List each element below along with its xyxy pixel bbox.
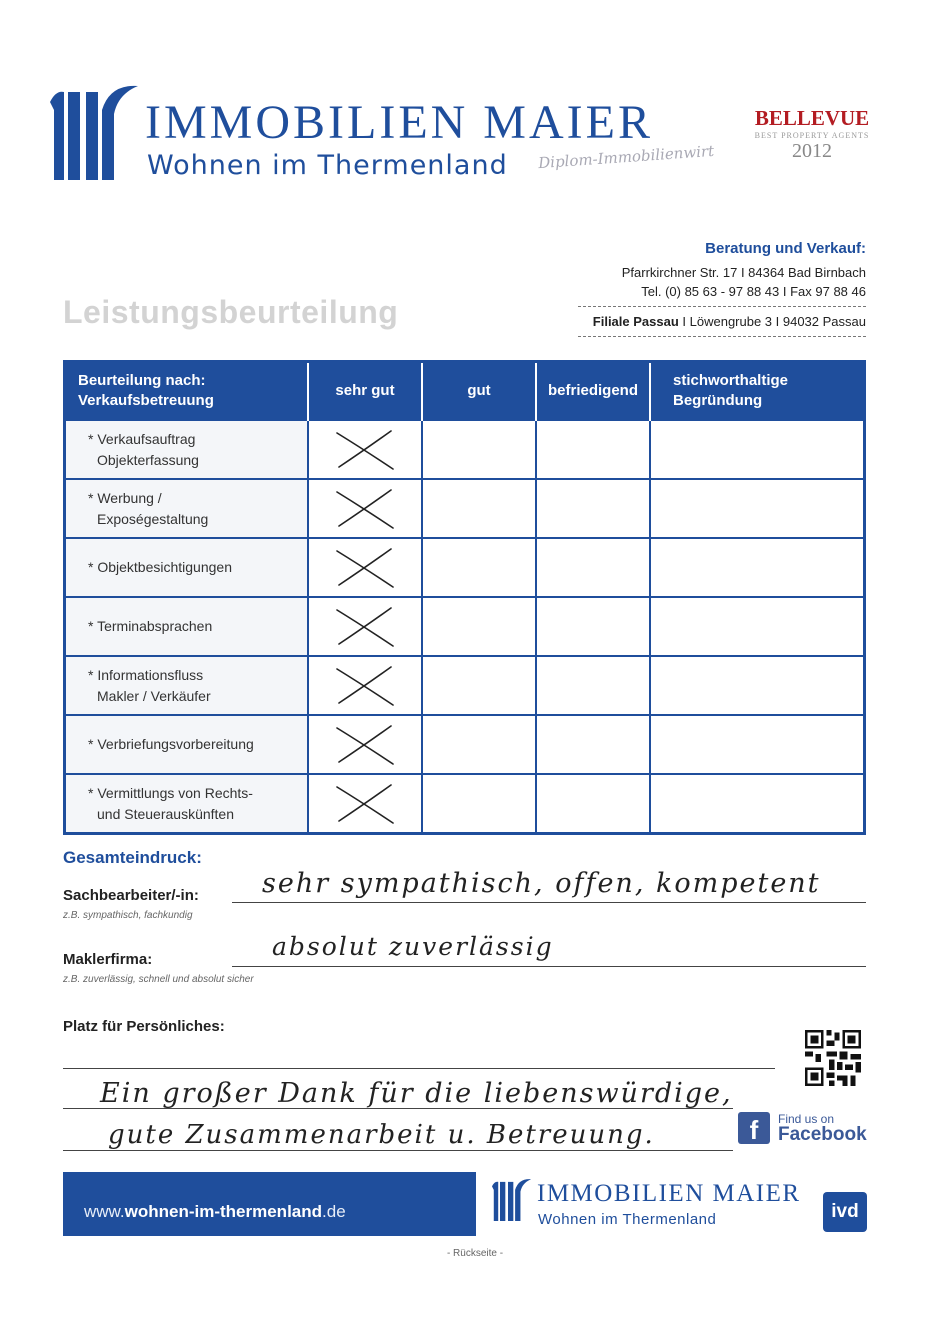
- back-side-note: - Rückseite -: [446, 1248, 504, 1259]
- criterion-label: * Werbung /: [88, 489, 162, 506]
- personal-line-1: [63, 1068, 775, 1069]
- rating-cell-sehr-gut[interactable]: [308, 538, 422, 597]
- checkmark-x-icon: [333, 722, 397, 768]
- rating-cell-sehr-gut[interactable]: [308, 420, 422, 479]
- contact-heading: Beratung und Verkauf:: [705, 240, 866, 257]
- criterion-label: * Objektbesichtigungen: [88, 559, 232, 575]
- header-reason-line2: Begründung: [673, 392, 763, 409]
- table-row: [65, 774, 865, 834]
- rating-cell-gut[interactable]: [422, 597, 536, 656]
- table-row: [65, 479, 865, 538]
- criterion-cell: [65, 420, 309, 479]
- brand-subtitle: Wohnen im Thermenland: [147, 150, 508, 181]
- criterion-label: * Informationsfluss: [88, 666, 204, 683]
- rating-cell-befriedigend[interactable]: [536, 656, 650, 715]
- criterion-label: * Terminabsprachen: [88, 618, 213, 634]
- agent-hint: z.B. sympathisch, fachkundig: [63, 910, 193, 921]
- website-link[interactable]: [84, 1202, 346, 1222]
- table-row: [65, 715, 865, 774]
- award-tagline: BEST PROPERTY AGENTS: [754, 131, 870, 140]
- reason-cell[interactable]: [650, 479, 865, 538]
- criterion-label: * Verbriefungsvorbereitung: [88, 736, 254, 752]
- brand-name: IMMOBILIEN MAIER: [145, 96, 653, 149]
- facebook-find-us: Find us on: [778, 1112, 835, 1126]
- criterion-label-line2: Makler / Verkäufer: [97, 687, 211, 704]
- award-name: BELLEVUE: [754, 106, 870, 130]
- award-year: 2012: [792, 140, 832, 162]
- rating-cell-gut[interactable]: [422, 420, 536, 479]
- reason-cell[interactable]: [650, 774, 865, 834]
- header-reason-line1: stichworthaltige: [673, 372, 789, 389]
- criterion-label-line2: Exposégestaltung: [97, 510, 209, 527]
- criterion-label-line2: Objekterfassung: [97, 451, 199, 468]
- criterion-cell: [65, 538, 309, 597]
- personal-text-line2: gute Zusammenarbeit u. Betreuung.: [108, 1120, 655, 1150]
- rating-cell-befriedigend[interactable]: [536, 715, 650, 774]
- rating-cell-befriedigend[interactable]: [536, 420, 650, 479]
- branch-label: Filiale Passau: [592, 314, 679, 329]
- brand-logo-icon: [50, 80, 140, 190]
- branch-line: [578, 314, 866, 329]
- checkmark-x-icon: [333, 781, 397, 827]
- checkmark-x-icon: [333, 427, 397, 473]
- criterion-label-line2: und Steuerauskünften: [97, 805, 234, 822]
- rating-cell-befriedigend[interactable]: [536, 597, 650, 656]
- table-row: [65, 597, 865, 656]
- personal-text-line1: Ein großer Dank für die liebenswürdige,: [100, 1078, 733, 1109]
- url-suffix: .de: [322, 1202, 346, 1221]
- facebook-icon: f: [738, 1112, 770, 1144]
- url-main: wohnen-im-thermenland: [124, 1202, 323, 1221]
- reason-cell[interactable]: [650, 420, 865, 479]
- footer-logo-icon: [492, 1172, 532, 1230]
- criterion-label: * Verkaufsauftrag: [88, 430, 196, 447]
- rating-cell-sehr-gut[interactable]: [308, 774, 422, 834]
- contact-phone: Tel. (0) 85 63 - 97 88 43 I Fax 97 88 46: [641, 284, 866, 299]
- ivd-badge: ivd: [823, 1192, 867, 1232]
- rating-cell-gut[interactable]: [422, 656, 536, 715]
- agent-label: Sachbearbeiter/-in:: [63, 887, 199, 904]
- facebook-link[interactable]: [738, 1108, 866, 1148]
- firm-label: Maklerfirma:: [63, 951, 153, 968]
- overall-title: Gesamteindruck:: [63, 848, 202, 867]
- qr-code-icon[interactable]: [805, 1030, 861, 1086]
- rating-cell-gut[interactable]: [422, 479, 536, 538]
- checkmark-x-icon: [333, 486, 397, 532]
- footer-brand-subtitle: Wohnen im Thermenland: [538, 1211, 717, 1228]
- rating-cell-gut[interactable]: [422, 538, 536, 597]
- award-badge: [754, 106, 870, 163]
- criterion-label: * Vermittlungs von Rechts-: [88, 784, 253, 801]
- header-criteria-line2: Verkaufsbetreuung: [78, 392, 214, 409]
- rating-cell-befriedigend[interactable]: [536, 479, 650, 538]
- reason-cell[interactable]: [650, 715, 865, 774]
- rating-table: [63, 360, 866, 835]
- checkmark-x-icon: [333, 663, 397, 709]
- personal-label: Platz für Persönliches:: [63, 1018, 225, 1035]
- rating-cell-sehr-gut[interactable]: [308, 656, 422, 715]
- personal-line-3: [63, 1150, 733, 1151]
- table-row: [65, 538, 865, 597]
- header-criteria: [65, 362, 309, 421]
- document-title: Leistungsbeurteilung: [63, 294, 399, 330]
- reason-cell[interactable]: [650, 597, 865, 656]
- branch-address: I Löwengrube 3 I 94032 Passau: [682, 314, 866, 329]
- rating-cell-befriedigend[interactable]: [536, 774, 650, 834]
- criterion-cell: [65, 479, 309, 538]
- header-criteria-line1: Beurteilung nach:: [78, 372, 206, 389]
- table-row: [65, 420, 865, 479]
- firm-line: [232, 966, 866, 967]
- rating-cell-gut[interactable]: [422, 774, 536, 834]
- criterion-cell: [65, 656, 309, 715]
- rating-cell-gut[interactable]: [422, 715, 536, 774]
- firm-value: absolut zuverlässig: [272, 932, 554, 961]
- checkmark-x-icon: [333, 604, 397, 650]
- footer-brand-name: IMMOBILIEN MAIER: [537, 1180, 801, 1207]
- divider: [578, 306, 866, 307]
- firm-hint: z.B. zuverlässig, schnell und absolut sicher: [63, 974, 254, 985]
- header-befriedigend: befriedigend: [536, 362, 650, 421]
- rating-cell-sehr-gut[interactable]: [308, 479, 422, 538]
- header-gut: gut: [422, 362, 536, 421]
- reason-cell[interactable]: [650, 538, 865, 597]
- table-header-row: [65, 362, 865, 421]
- contact-block: [578, 240, 866, 344]
- criterion-cell: [65, 715, 309, 774]
- header-sehr-gut: sehr gut: [308, 362, 422, 421]
- facebook-name: Facebook: [778, 1124, 867, 1145]
- url-prefix: www.: [84, 1202, 125, 1221]
- handwritten-title: Diplom-Immobilienwirt: [537, 141, 715, 173]
- criterion-cell: [65, 774, 309, 834]
- contact-address: Pfarrkirchner Str. 17 I 84364 Bad Birnbach: [621, 265, 866, 280]
- table-row: [65, 656, 865, 715]
- rating-cell-sehr-gut[interactable]: [308, 715, 422, 774]
- header-reason: [650, 362, 865, 421]
- rating-cell-befriedigend[interactable]: [536, 538, 650, 597]
- reason-cell[interactable]: [650, 656, 865, 715]
- divider: [578, 336, 866, 337]
- checkmark-x-icon: [333, 545, 397, 591]
- rating-cell-sehr-gut[interactable]: [308, 597, 422, 656]
- agent-line: [232, 902, 866, 903]
- criterion-cell: [65, 597, 309, 656]
- agent-value: sehr sympathisch, offen, kompetent: [262, 868, 821, 899]
